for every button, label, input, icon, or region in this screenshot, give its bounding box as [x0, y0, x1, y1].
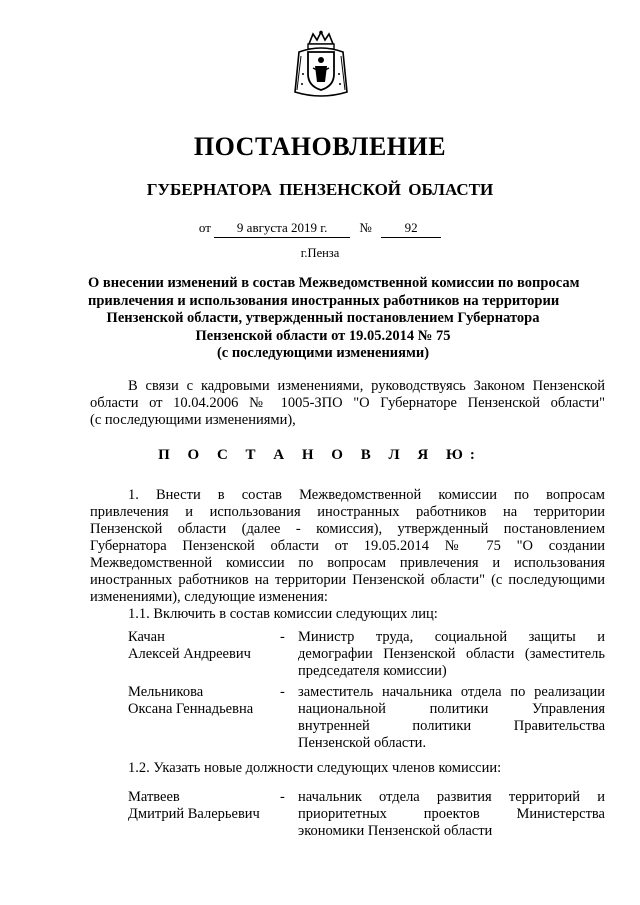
page-title: ПОСТАНОВЛЕНИЕ	[193, 132, 447, 161]
date-number-line	[0, 220, 640, 238]
person-name: Матвеев Дмитрий Валерьевич	[128, 789, 260, 822]
point-line: иностранных работников на территории Пензенской области" (с последующими	[90, 572, 605, 588]
point-line: Межведомственной комиссии по вопросам привлечения и использования	[90, 555, 605, 571]
subpoint-1-1: 1.1. Включить в состав комиссии следующих лиц:	[128, 606, 438, 622]
heading-line: Пензенской области, утвержденный постановлением Губернатора	[106, 310, 540, 326]
issuer-subtitle: ГУБЕРНАТОРА ПЕНЗЕНСКОЙ ОБЛАСТИ	[146, 180, 494, 199]
point-line: Пензенской области (далее - комиссия), утвержденный постановлением	[90, 521, 605, 537]
dash: -	[280, 789, 285, 805]
document-heading	[88, 275, 580, 363]
preamble	[90, 378, 605, 429]
person-position: Министр труда, социальной защиты и демографии Пензенской области (заместитель председателя комиссии)	[298, 629, 605, 679]
point-1	[90, 487, 605, 606]
person-position: начальник отдела развития территорий и приоритетных проектов Министерства экономики Пензенской области	[298, 789, 605, 839]
subpoint-1-2: 1.2. Указать новые должности следующих членов комиссии:	[128, 760, 502, 776]
point-line: привлечения и использования иностранных работников на территории	[90, 504, 605, 520]
person-name: Качан Алексей Андреевич	[128, 629, 251, 662]
person-name: Мельникова Оксана Геннадьевна	[128, 684, 254, 717]
document-date: 9 августа 2019 г.	[214, 220, 350, 238]
point-line: 1. Внести в состав Межведомственной комиссии по вопросам	[128, 487, 605, 503]
heading-line: (с последующими изменениями)	[216, 345, 430, 361]
coat-of-arms-icon	[291, 30, 351, 98]
preamble-line: (с последующими изменениями),	[90, 412, 296, 428]
heading-line: Пензенской области от 19.05.2014 № 75	[195, 327, 451, 344]
decree-word: П О С Т А Н О В Л Я Ю:	[158, 447, 482, 463]
dash: -	[280, 684, 285, 700]
document-number: 92	[381, 220, 441, 238]
heading-line: О внесении изменений в состав Межведомственной комиссии по вопросам	[88, 275, 580, 291]
point-line: Губернатора Пензенской области от 19.05.2014 № 75 "О создании	[90, 538, 605, 554]
number-label: №	[359, 220, 372, 235]
point-line: изменениями), следующие изменения:	[90, 589, 328, 605]
preamble-line: области от 10.04.2006 № 1005-ЗПО "О Губернаторе Пензенской области"	[90, 395, 605, 411]
person-position: заместитель начальника отдела по реализации национальной политики Управления внутренней политики Правительства Пензенской области.	[298, 684, 605, 751]
heading-line: привлечения и использования иностранных работников на территории	[88, 292, 560, 309]
city: г.Пенза	[300, 246, 340, 260]
dash: -	[280, 629, 285, 645]
preamble-line: В связи с кадровыми изменениями, руководствуясь Законом Пензенской	[128, 378, 605, 394]
date-prefix: от	[198, 220, 211, 235]
